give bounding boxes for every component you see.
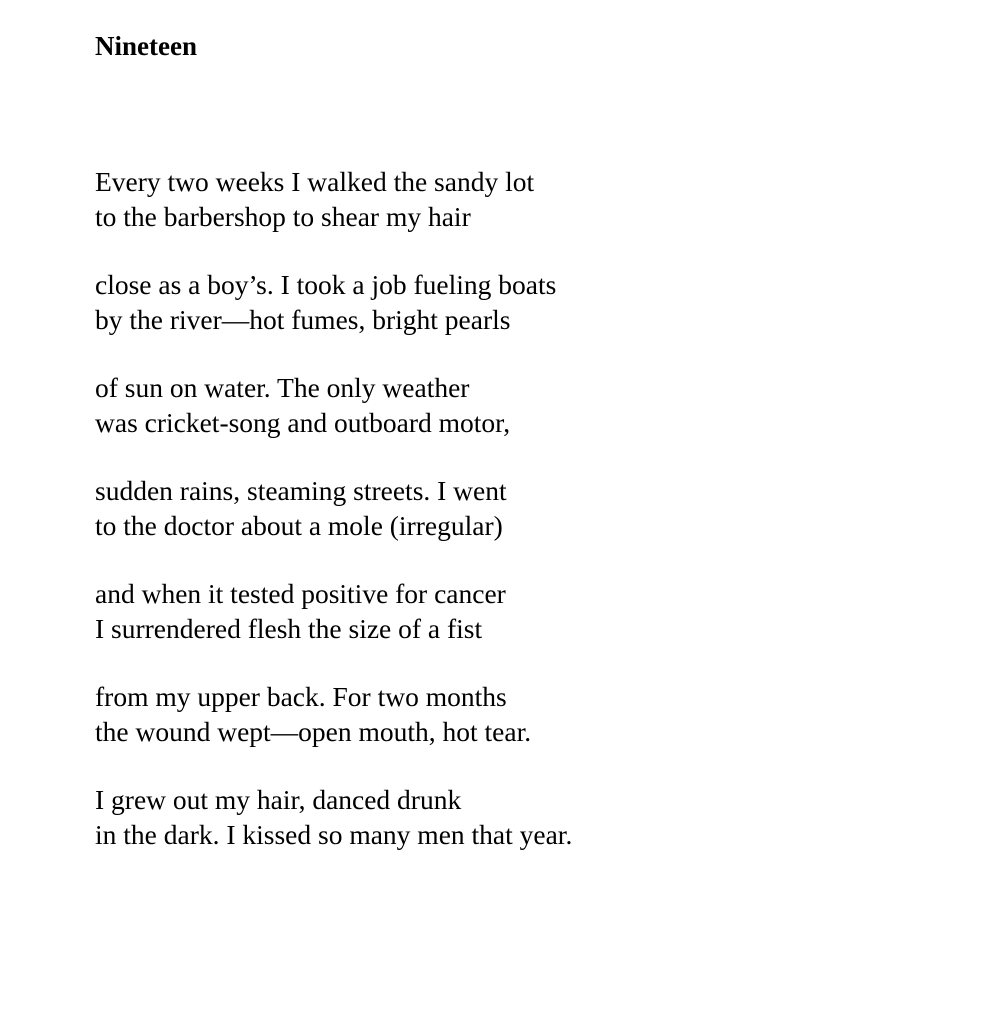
poem-body (95, 165, 895, 886)
poem-line: by the river—hot fumes, bright pearls (95, 303, 511, 335)
poem-line: the wound wept—open mouth, hot tear. (95, 715, 532, 747)
stanza (95, 165, 895, 234)
poem-line: was cricket-song and outboard motor, (95, 406, 511, 438)
poem-line: in the dark. I kissed so many men that year. (95, 818, 573, 850)
poem-line: to the barbershop to shear my hair (95, 200, 471, 232)
poem-line: I surrendered flesh the size of a fist (95, 612, 483, 644)
poem-title: Nineteen (95, 31, 197, 61)
poem-line: sudden rains, steaming streets. I went (95, 475, 507, 506)
stanza (95, 783, 895, 852)
poem-line: and when it tested positive for cancer (95, 578, 506, 609)
stanza (95, 680, 895, 749)
poem-line: Every two weeks I walked the sandy lot (95, 166, 535, 197)
stanza (95, 268, 895, 337)
stanza (95, 371, 895, 440)
poem-line: I grew out my hair, danced drunk (95, 784, 462, 815)
stanza (95, 577, 895, 646)
poem-line: from my upper back. For two months (95, 681, 507, 712)
poem-line: of sun on water. The only weather (95, 372, 470, 403)
poem-line: close as a boy’s. I took a job fueling boats (95, 269, 557, 300)
stanza (95, 474, 895, 543)
poem-line: to the doctor about a mole (irregular) (95, 509, 503, 541)
